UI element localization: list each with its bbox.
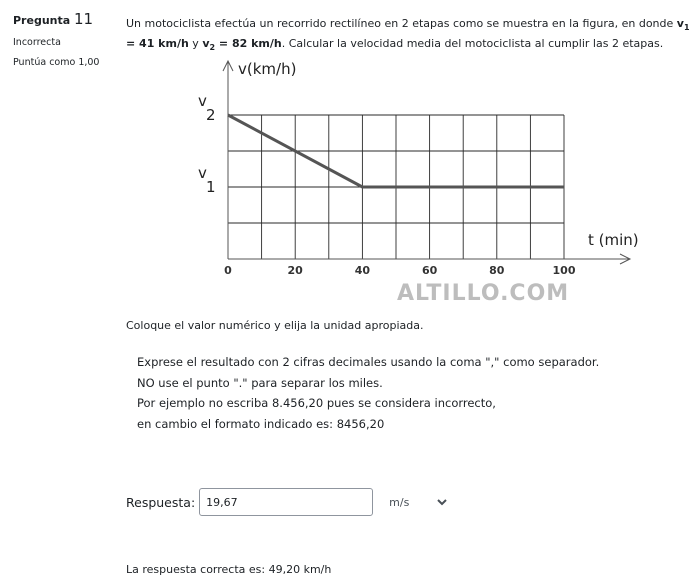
v2-subscript: 2 (209, 43, 216, 53)
question-status: Incorrecta (13, 37, 61, 48)
question-score: Puntúa como 1,00 (13, 57, 100, 68)
instruction-line: Por ejemplo no escriba 8.456,20 pues se considera incorrecto, (137, 396, 496, 410)
v1-symbol: v (676, 17, 684, 30)
answer-row (126, 486, 447, 518)
velocity-time-graph (190, 55, 650, 305)
x-tick-label: 60 (421, 264, 438, 277)
answer-label: Respuesta: (126, 494, 196, 510)
question-label: Pregunta (13, 14, 71, 27)
svg-text:1: 1 (206, 178, 216, 196)
instruction-line: en cambio el formato indicado es: 8456,20 (137, 416, 385, 431)
correct-answer-feedback: La respuesta correcta es: 49,20 km/h (126, 563, 332, 576)
chart-axes (223, 61, 630, 264)
x-tick-label: 40 (354, 264, 371, 277)
chevron-down-icon (437, 498, 447, 506)
question-text (126, 16, 694, 56)
v2-definition (202, 37, 282, 53)
question-info (13, 10, 113, 68)
svg-text:2: 2 (206, 106, 216, 124)
question-text-mid: y (188, 37, 203, 51)
v2-value: = 82 km/h (215, 37, 282, 51)
x-tick-label: 0 (224, 264, 232, 277)
y-tick-label (198, 164, 216, 196)
svg-text:v: v (198, 164, 207, 182)
v1-value: = 41 km/h (126, 37, 189, 51)
x-tick-label: 80 (489, 264, 505, 277)
answer-prompt: Coloque el valor numérico y elija la unidad apropiada. (126, 319, 424, 332)
question-text-part1: Un motociclista efectúa un recorrido rectilíneo en 2 etapas como se muestra en la figura, en donde (126, 17, 677, 30)
question-number (13, 10, 113, 28)
unit-select[interactable] (389, 496, 447, 509)
question-text-part2: . Calcular la velocidad media del motociclista al cumplir las 2 etapas. (281, 37, 664, 51)
v2-symbol: v (202, 37, 210, 51)
x-tick-label: 100 (552, 264, 576, 277)
format-instructions (137, 352, 599, 434)
x-axis-label: t (min) (588, 231, 639, 249)
v1-subscript: 1 (683, 23, 690, 33)
unit-select-value: m/s (389, 495, 410, 509)
question-number-value: 11 (74, 10, 94, 28)
x-tick-label: 20 (287, 264, 303, 277)
watermark: ALTILLO.COM (397, 281, 570, 305)
svg-text:v: v (198, 92, 207, 110)
chart-labels (198, 60, 639, 305)
instruction-line: NO use el punto "." para separar los miles. (137, 375, 383, 390)
instruction-line: Exprese el resultado con 2 cifras decimales usando la coma "," como separador. (137, 355, 600, 369)
y-axis-label: v(km/h) (238, 60, 297, 78)
answer-input[interactable] (199, 488, 373, 516)
y-tick-label (198, 92, 216, 124)
